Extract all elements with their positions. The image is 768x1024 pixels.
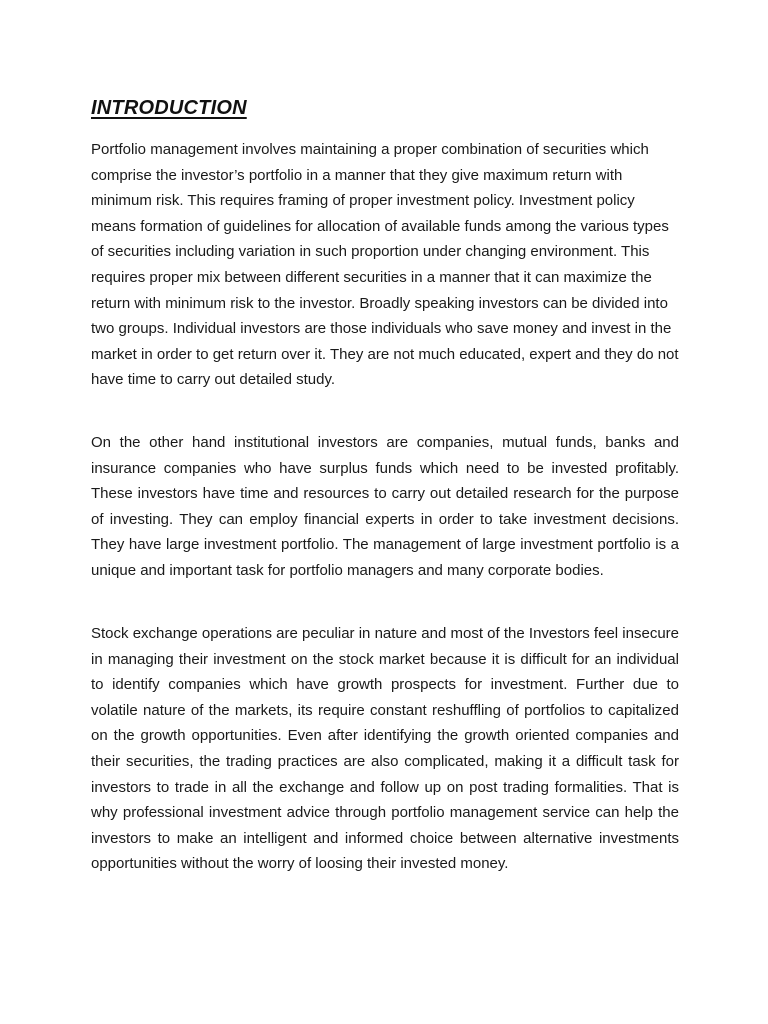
paragraph-stock-exchange-operations: Stock exchange operations are peculiar in nature and most of the Investors feel insecure in managing their investment on the stock market because it is difficult for an individual to identify companies which have growth prospects for investment. Further due to volatile nature of the markets, its require constant reshuffling of portfolios to capitalized on the growth opportunities. Even after identifying the growth oriented companies and their securities, the trading practices are also complicated, making it a difficult task for investors to trade in all the exchange and follow up on post trading formalities. That is why professional investment advice through portfolio management service can help the investors to make an intelligent and informed choice between alternative investments opportunities without the worry of loosing their invested money. [91, 625, 679, 873]
paragraph-portfolio-management: Portfolio management involves maintaining a proper combination of securities which comprise the investor’s portfolio in a manner that they give maximum return with minimum risk. This requires framing of proper investment policy. Investment policy means formation of guidelines for allocation of available funds among the various types of securities including variation in such proportion under changing environment. This requires proper mix between different securities in a manner that it can maximize the return with minimum risk to the investor. Broadly speaking investors can be divided into two groups. Individual investors are those individuals who save money and invest in the market in order to get return over it. They are not much educated, expert and they do not have time to carry out detailed study. [91, 141, 679, 389]
paragraph-institutional-investors: On the other hand institutional investors are companies, mutual funds, banks and insurance companies who have surplus funds which need to be invested profitably. These investors have time and resources to carry out detailed research for the purpose of investing. They can employ financial experts in order to take investment decisions. They have large investment portfolio. The management of large investment portfolio is a unique and important task for portfolio managers and many corporate bodies. [91, 434, 679, 579]
page-title: INTRODUCTION [91, 97, 247, 119]
